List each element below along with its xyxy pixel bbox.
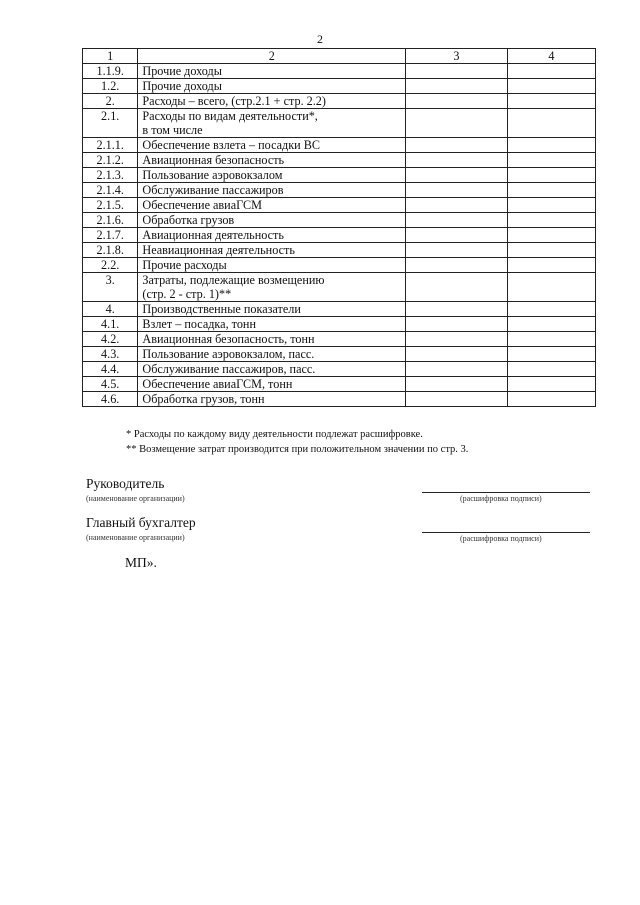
row-number [83, 317, 138, 332]
row-value-4 [507, 64, 595, 79]
row-number [83, 153, 138, 168]
row-value-4 [507, 258, 595, 273]
row-number-text: 4.3. [101, 347, 120, 361]
row-label [138, 273, 406, 302]
head-decryption-caption: (расшифровка подписи) [460, 494, 542, 503]
row-label [138, 64, 406, 79]
row-label-text: Производственные показатели [142, 302, 301, 316]
row-value-4 [507, 243, 595, 258]
row-value-3 [406, 347, 508, 362]
table-row [83, 377, 596, 392]
table-row [83, 79, 596, 94]
column-header-4: 4 [507, 49, 595, 64]
row-number-text: 3. [105, 273, 115, 287]
row-value-3 [406, 168, 508, 183]
row-value-4 [507, 183, 595, 198]
row-label-text: Авиационная безопасность [142, 153, 285, 167]
page-number: 2 [317, 32, 323, 46]
row-label [138, 347, 406, 362]
row-value-4 [507, 228, 595, 243]
stamp-place: МП». [125, 555, 157, 570]
table-row [83, 138, 596, 153]
table-header-row [83, 49, 596, 64]
row-value-3 [406, 94, 508, 109]
row-label [138, 183, 406, 198]
row-label [138, 302, 406, 317]
row-number-text: 2.1. [101, 109, 120, 123]
row-label-text: Обеспечение авиаГСМ, тонн [142, 377, 293, 391]
row-number [83, 392, 138, 407]
row-value-3 [406, 377, 508, 392]
table-row [83, 332, 596, 347]
table-row [83, 302, 596, 317]
column-header-3: 3 [406, 49, 508, 64]
row-value-3 [406, 109, 508, 138]
row-value-3 [406, 79, 508, 94]
row-label-text: Прочие расходы [142, 258, 227, 272]
head-title: Руководитель [86, 476, 165, 491]
row-value-4 [507, 213, 595, 228]
row-number-text: 4.4. [101, 362, 120, 376]
row-label-text: Пользование аэровокзалом [142, 168, 283, 182]
row-number-text: 4. [105, 302, 115, 316]
table-row [83, 258, 596, 273]
table-row [83, 64, 596, 79]
row-number [83, 362, 138, 377]
row-label [138, 79, 406, 94]
row-value-3 [406, 183, 508, 198]
row-number-text: 4.1. [101, 317, 120, 331]
table-row [83, 273, 596, 302]
row-value-3 [406, 243, 508, 258]
table-row [83, 94, 596, 109]
row-label [138, 213, 406, 228]
row-number-text: 4.2. [101, 332, 120, 346]
row-label-text: Расходы – всего, (стр.2.1 + стр. 2.2) [142, 94, 326, 108]
row-label-text: Обеспечение взлета – посадки ВС [142, 138, 320, 152]
table-row [83, 362, 596, 377]
row-label-text: Неавиационная деятельность [142, 243, 295, 257]
row-value-3 [406, 392, 508, 407]
row-value-3 [406, 302, 508, 317]
row-label-text: Затраты, подлежащие возмещению [142, 273, 325, 287]
row-number [83, 347, 138, 362]
accountant-decryption-caption: (расшифровка подписи) [460, 534, 542, 543]
row-value-3 [406, 317, 508, 332]
row-number [83, 243, 138, 258]
head-signature-line [422, 492, 590, 493]
row-value-3 [406, 332, 508, 347]
row-number-text: 2.1.7. [96, 228, 124, 242]
footnotes [126, 427, 468, 457]
row-number [83, 198, 138, 213]
row-label-text: Расходы по видам деятельности*, [142, 109, 318, 123]
row-value-3 [406, 198, 508, 213]
row-value-4 [507, 377, 595, 392]
row-number-text: 2.1.1. [96, 138, 124, 152]
row-value-4 [507, 317, 595, 332]
row-value-4 [507, 94, 595, 109]
row-number [83, 64, 138, 79]
row-label-text: Пользование аэровокзалом, пасс. [142, 347, 315, 361]
row-value-4 [507, 273, 595, 302]
row-number [83, 302, 138, 317]
row-label [138, 94, 406, 109]
row-value-4 [507, 168, 595, 183]
row-value-4 [507, 362, 595, 377]
table-row [83, 183, 596, 198]
row-label [138, 362, 406, 377]
row-number-text: 4.5. [101, 377, 120, 391]
row-value-3 [406, 273, 508, 302]
row-value-3 [406, 362, 508, 377]
row-value-3 [406, 153, 508, 168]
row-value-3 [406, 64, 508, 79]
accountant-org-caption: (наименование организации) [86, 533, 185, 542]
row-label-text: Прочие доходы [142, 79, 222, 93]
row-number [83, 213, 138, 228]
head-org-caption: (наименование организации) [86, 494, 185, 503]
row-value-4 [507, 109, 595, 138]
row-number [83, 94, 138, 109]
head-signature-block [86, 476, 185, 503]
row-label-text: Авиационная деятельность [142, 228, 284, 242]
table-row [83, 347, 596, 362]
row-number [83, 273, 138, 302]
row-number [83, 228, 138, 243]
row-label-text: Обработка грузов, тонн [142, 392, 265, 406]
row-value-4 [507, 79, 595, 94]
row-value-3 [406, 228, 508, 243]
row-label [138, 317, 406, 332]
row-label-text: Взлет – посадка, тонн [142, 317, 256, 331]
row-number [83, 109, 138, 138]
table-row [83, 168, 596, 183]
table-row [83, 392, 596, 407]
row-number [83, 332, 138, 347]
row-label [138, 198, 406, 213]
table-row [83, 213, 596, 228]
table-row [83, 153, 596, 168]
column-header-1: 1 [83, 49, 138, 64]
row-label-text: Авиационная безопасность, тонн [142, 332, 315, 346]
row-number-text: 2.1.3. [96, 168, 124, 182]
table-row [83, 228, 596, 243]
row-number-text: 2.1.2. [96, 153, 124, 167]
row-value-3 [406, 138, 508, 153]
row-number-text: 1.2. [101, 79, 120, 93]
row-label [138, 377, 406, 392]
table-row [83, 243, 596, 258]
row-value-3 [406, 213, 508, 228]
row-label-text: Прочие доходы [142, 64, 222, 78]
row-label [138, 109, 406, 138]
row-number-text: 2.1.4. [96, 183, 124, 197]
row-number [83, 377, 138, 392]
row-label [138, 138, 406, 153]
row-value-4 [507, 153, 595, 168]
row-value-4 [507, 392, 595, 407]
row-number [83, 138, 138, 153]
row-label [138, 168, 406, 183]
table-row [83, 198, 596, 213]
table-row [83, 317, 596, 332]
row-label-continuation: (стр. 2 - стр. 1)** [142, 287, 232, 301]
accountant-signature-line [422, 532, 590, 533]
accountant-title: Главный бухгалтер [86, 515, 196, 530]
row-value-3 [406, 258, 508, 273]
column-header-2: 2 [138, 49, 406, 64]
row-label-continuation: в том числе [142, 123, 203, 137]
footnote-expenses: * Расходы по каждому виду деятельности подлежат расшифровке. [126, 429, 423, 440]
footnote-compensation: ** Возмещение затрат производится при положительном значении по стр. 3. [126, 444, 469, 455]
row-number [83, 258, 138, 273]
row-value-4 [507, 198, 595, 213]
row-value-4 [507, 347, 595, 362]
row-label [138, 258, 406, 273]
row-number-text: 4.6. [101, 392, 120, 406]
row-label-text: Обеспечение авиаГСМ [142, 198, 262, 212]
row-label [138, 392, 406, 407]
row-number-text: 2.1.5. [96, 198, 124, 212]
row-label [138, 228, 406, 243]
row-label [138, 243, 406, 258]
row-number-text: 2.1.6. [96, 213, 124, 227]
row-label [138, 153, 406, 168]
row-label [138, 332, 406, 347]
table-row [83, 109, 596, 138]
row-number-text: 2. [105, 94, 115, 108]
report-table [82, 48, 596, 407]
row-value-4 [507, 138, 595, 153]
row-number-text: 2.2. [101, 258, 120, 272]
row-label-text: Обработка грузов [142, 213, 235, 227]
row-number [83, 79, 138, 94]
row-number-text: 2.1.8. [96, 243, 124, 257]
row-value-4 [507, 302, 595, 317]
row-value-4 [507, 332, 595, 347]
row-number [83, 183, 138, 198]
accountant-signature-block [86, 515, 196, 542]
row-label-text: Обслуживание пассажиров [142, 183, 284, 197]
row-label-text: Обслуживание пассажиров, пасс. [142, 362, 316, 376]
row-number [83, 168, 138, 183]
row-number-text: 1.1.9. [96, 64, 124, 78]
